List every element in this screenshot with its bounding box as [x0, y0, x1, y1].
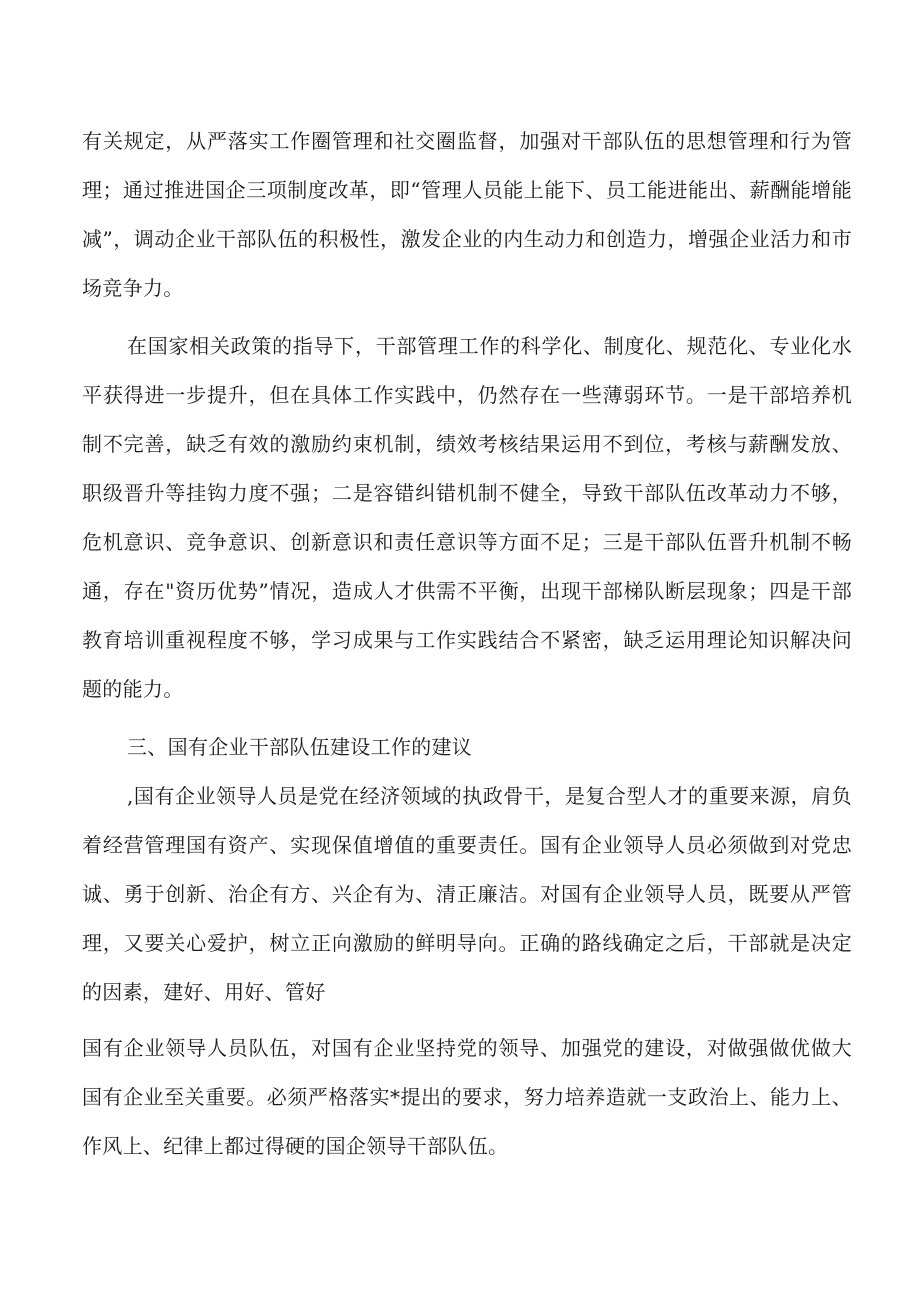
- paragraph-team-building: 国有企业领导人员队伍，对国有企业坚持党的领导、加强党的建设，对做强做优做大国有企业至关重要。必须严格落实*提出的要求，努力培养造就一支政治上、能力上、作风上、纪律上都过得硬的国企领导干部队伍。: [82, 1036, 852, 1158]
- paragraph-regulations: 有关规定，从严落实工作圈管理和社交圈监督，加强对干部队伍的思想管理和行为管理；通过推进国企三项制度改革，即“管理人员能上能下、员工能进能出、薪酬能增能减”，调动企业干部队伍的积极性，激发企业的内生动力和创造力，增强企业活力和市场竞争力。: [82, 129, 852, 300]
- section-heading: 三、国有企业干部队伍建设工作的建议: [127, 735, 473, 759]
- paragraph-leaders: ,国有企业领导人员是党在经济领域的执政骨干，是复合型人才的重要来源，肩负着经营管理国有资产、实现保值增值的重要责任。国有企业领导人员必须做到对党忠诚、勇于创新、治企有方、兴企有为、清正廉洁。对国有企业领导人员，既要从严管理，又要关心爱护，树立正向激励的鲜明导向。正确的路线确定之后，干部就是决定的因素，建好、用好、管好: [82, 784, 852, 1004]
- paragraph-weak-links: 在国家相关政策的指导下，干部管理工作的科学化、制度化、规范化、专业化水平获得进一步提升，但在具体工作实践中，仍然存在一些薄弱环节。一是干部培养机制不完善，缺乏有效的激励约束机制，绩效考核结果运用不到位，考核与薪酬发放、职级晋升等挂钩力度不强；二是容错纠错机制不健全，导致干部队伍改革动力不够，危机意识、竞争意识、创新意识和责任意识等方面不足；三是干部队伍晋升机制不畅通，存在"资历优势”情况，造成人才供需不平衡，出现干部梯队断层现象；四是干部教育培训重视程度不够，学习成果与工作实践结合不紧密，缺乏运用理论知识解决问题的能力。: [82, 334, 852, 701]
